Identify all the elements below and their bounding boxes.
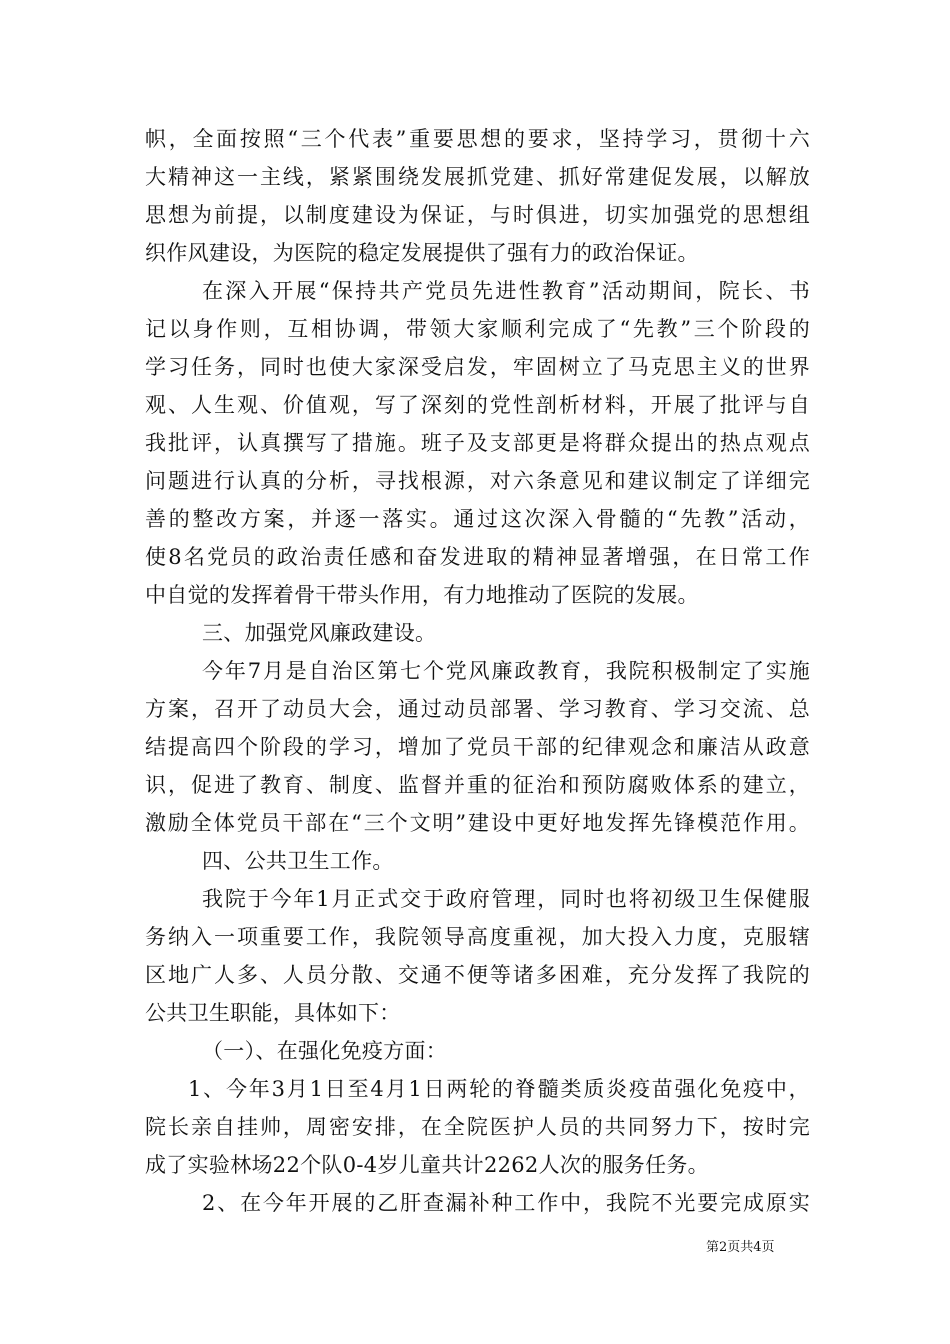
text-line: 善的整改方案，并逐一落实。通过这次深入骨髓的“先教”活动， bbox=[145, 507, 810, 531]
text-line: 观、人生观、价值观，写了深刻的党性剖析材料，开展了批评与自 bbox=[145, 393, 810, 417]
text-line: 三、加强党风廉政建设。 bbox=[202, 621, 437, 645]
text-line: 1、今年3月1日至4月1日两轮的脊髓类质炎疫苗强化免疫中， bbox=[188, 1077, 810, 1101]
text-line: 我批评，认真撰写了措施。班子及支部更是将群众提出的热点观点 bbox=[145, 431, 810, 455]
page-number: 第2页共4页 bbox=[706, 1240, 775, 1255]
text-line: 中自觉的发挥着骨干带头作用，有力地推动了医院的发展。 bbox=[145, 583, 699, 607]
text-line: 问题进行认真的分析，寻找根源，对六条意见和建议制定了详细完 bbox=[145, 469, 810, 493]
text-line: （一）、在强化免疫方面： bbox=[202, 1039, 448, 1063]
text-line: 大精神这一主线，紧紧围绕发展抓党建、抓好常建促发展，以解放 bbox=[145, 165, 810, 189]
text-line: 帜，全面按照“三个代表”重要思想的要求，坚持学习，贯彻十六 bbox=[145, 127, 810, 151]
text-line: 在深入开展“保持共产党员先进性教育”活动期间，院长、书 bbox=[202, 279, 810, 303]
text-line: 公共卫生职能，具体如下： bbox=[145, 1001, 401, 1025]
text-line: 激励全体党员干部在“三个文明”建设中更好地发挥先锋模范作用。 bbox=[145, 811, 810, 835]
text-line: 院长亲自挂帅，周密安排，在全院医护人员的共同努力下，按时完 bbox=[145, 1115, 810, 1139]
text-line: 方案，召开了动员大会，通过动员部署、学习教育、学习交流、总 bbox=[145, 697, 810, 721]
text-line: 识，促进了教育、制度、监督并重的征治和预防腐败体系的建立， bbox=[145, 773, 810, 797]
text-line: 区地广人多、人员分散、交通不便等诸多困难，充分发挥了我院的 bbox=[145, 963, 810, 987]
text-line: 我院于今年1月正式交于政府管理，同时也将初级卫生保健服 bbox=[202, 887, 810, 911]
text-line: 使8名党员的政治责任感和奋发进取的精神显著增强，在日常工作 bbox=[145, 545, 810, 569]
text-line: 今年7月是自治区第七个党风廉政教育，我院积极制定了实施 bbox=[202, 659, 810, 683]
text-line: 学习任务，同时也使大家深受启发，牢固树立了马克思主义的世界 bbox=[145, 355, 810, 379]
text-line: 结提高四个阶段的学习，增加了党员干部的纪律观念和廉洁从政意 bbox=[145, 735, 810, 759]
text-line: 记以身作则，互相协调，带领大家顺利完成了“先教”三个阶段的 bbox=[145, 317, 810, 341]
text-line: 成了实验林场22个队0-4岁儿童共计2262人次的服务任务。 bbox=[145, 1153, 709, 1177]
text-line: 织作风建设，为医院的稳定发展提供了强有力的政治保证。 bbox=[145, 241, 699, 265]
text-line: 四、公共卫生工作。 bbox=[202, 849, 394, 873]
text-line: 务纳入一项重要工作，我院领导高度重视，加大投入力度，克服辖 bbox=[145, 925, 810, 949]
text-line: 思想为前提，以制度建设为保证，与时俱进，切实加强党的思想组 bbox=[145, 203, 810, 227]
text-line: 2、在今年开展的乙肝查漏补种工作中，我院不光要完成原实 bbox=[202, 1191, 810, 1215]
